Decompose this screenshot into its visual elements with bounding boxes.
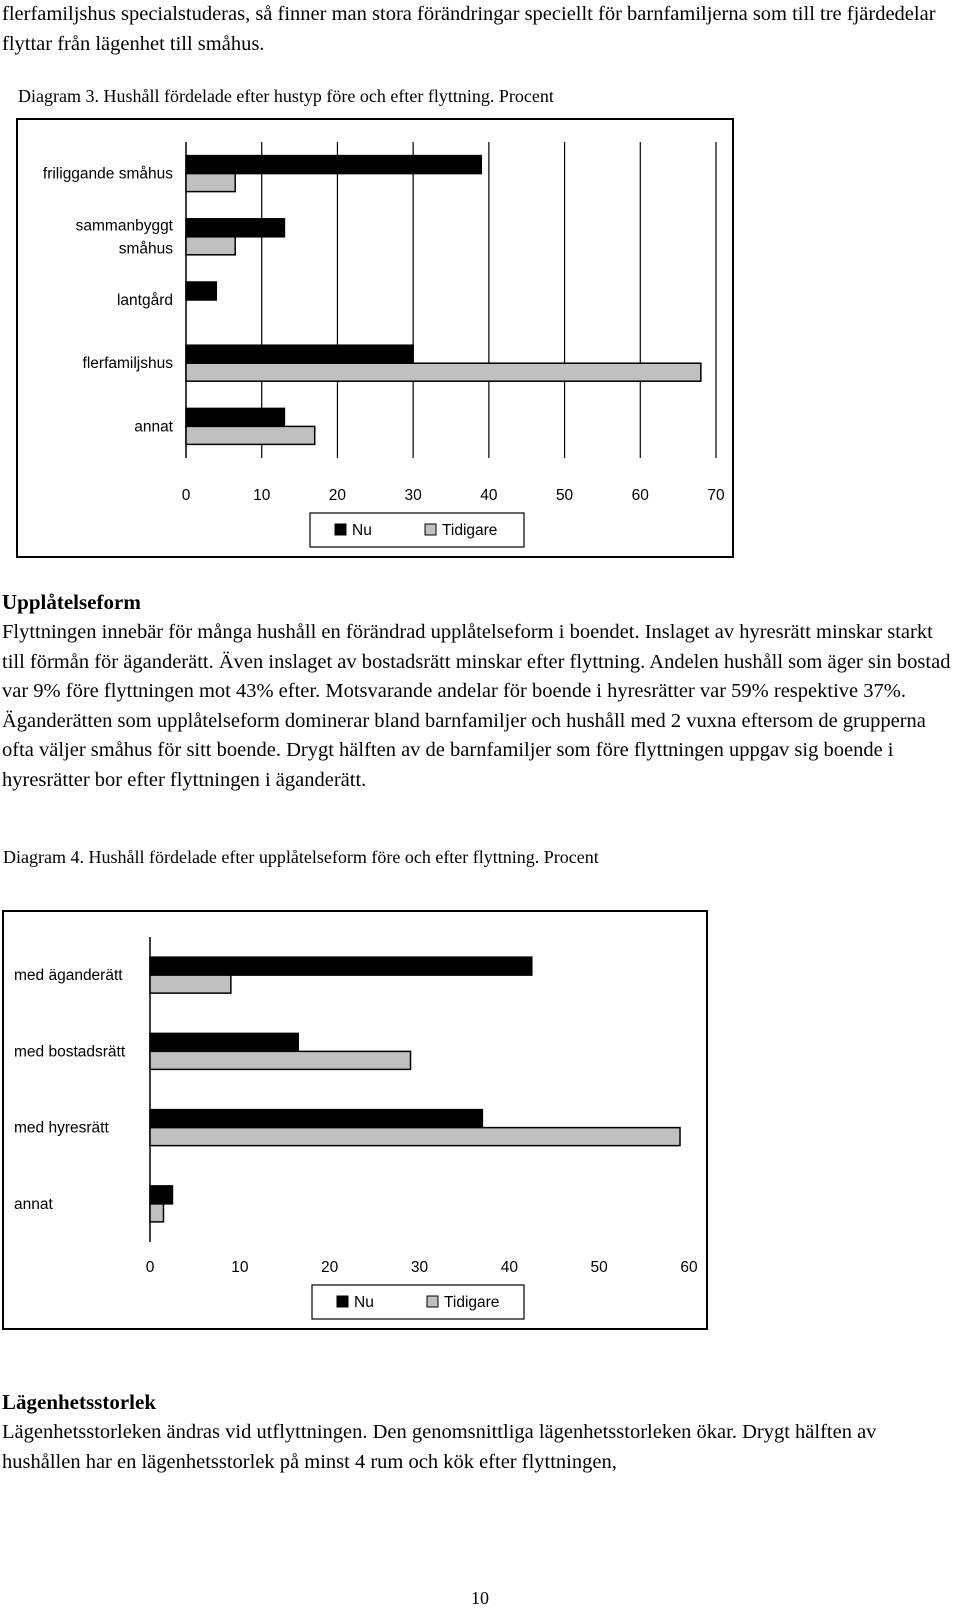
- section-heading-lagenhetsstorlek: Lägenhetsstorlek: [2, 1390, 156, 1414]
- diagram3-bar-nu: [186, 219, 284, 237]
- diagram3-category-label: småhus: [118, 240, 173, 258]
- diagram3-category-label: lantgård: [116, 292, 173, 309]
- diagram3-category-label: friliggande småhus: [42, 165, 173, 183]
- diagram4-bar-nu: [150, 1110, 482, 1128]
- diagram3-category-label: annat: [134, 418, 173, 436]
- diagram3-tick-label: 50: [555, 487, 574, 504]
- diagram3-category-label: flerfamiljshus: [82, 355, 173, 373]
- section-paragraph-lagenhetsstorlek: Lägenhetsstorleken ändras vid utflyttningen. Den genomsnittliga lägenhetsstorleken ökar. Drygt hälften av hushållen har en lägenhetsstorlek på minst 4 rum och kök efter flyttningen,: [2, 1421, 877, 1473]
- diagram4-category-label: med hyresrätt: [14, 1119, 109, 1137]
- diagram4-bar-nu: [150, 1186, 172, 1204]
- diagram4-legend-swatch-tidigare: [427, 1296, 438, 1307]
- diagram4-tick-label: 20: [321, 1259, 339, 1276]
- diagram4-legend-swatch-nu: [337, 1296, 348, 1307]
- diagram3-bar-tidigare: [186, 174, 235, 192]
- diagram4-caption: Diagram 4. Hushåll fördelade efter upplåtelseform före och efter flyttning. Procent: [3, 847, 599, 867]
- diagram3-caption: Diagram 3. Hushåll fördelade efter hustyp före och efter flyttning. Procent: [18, 86, 554, 106]
- diagram3-category-label: sammanbyggt: [75, 217, 173, 235]
- intro-paragraph: flerfamiljshus specialstuderas, så finner man stora förändringar speciellt för barnfamiljerna som till tre fjärdedelar flyttar från lägenhet till småhus.: [2, 3, 936, 55]
- diagram3-bar-nu: [186, 408, 284, 426]
- diagram3-bar-nu: [186, 345, 413, 363]
- diagram3-bar-tidigare: [186, 426, 315, 444]
- diagram4-bar-nu: [150, 957, 532, 975]
- page-number: 10: [471, 1588, 489, 1608]
- diagram3-chart: [16, 118, 734, 558]
- diagram4-bar-nu: [150, 1033, 298, 1051]
- diagram3-legend-swatch-tidigare: [425, 524, 436, 535]
- diagram3-tick-label: 30: [404, 487, 422, 504]
- diagram4-svg: [4, 912, 710, 1332]
- diagram4-tick-label: 60: [680, 1259, 698, 1276]
- diagram4-bar-tidigare: [150, 975, 231, 993]
- diagram4-tick-label: 40: [500, 1259, 518, 1276]
- diagram3-tick-label: 20: [328, 487, 347, 504]
- diagram4-tick-label: 10: [231, 1259, 249, 1276]
- diagram3-legend-label-tidigare: Tidigare: [442, 522, 498, 539]
- diagram4-bar-tidigare: [150, 1051, 411, 1069]
- diagram4-bar-tidigare: [150, 1204, 163, 1222]
- section-heading-upplatelseform: Upplåtelseform: [2, 590, 141, 614]
- diagram4-tick-label: 30: [410, 1259, 429, 1276]
- section-paragraph-upplatelseform: Flyttningen innebär för många hushåll en förändrad upplåtelseform i boendet. Inslaget av hyresrätt minskar starkt till förmån för äganderätt. Även inslaget av bostadsrätt minskar efter flyttning. Andelen hushåll som äger sin bostad var 9% före flyttningen mot 43% efter. Motsvarande andelar för boende i hyresrätter var 59% respektive 37%. Äganderätten som upplåtelseform dominerar bland barnfamiljer och hushåll med 2 vuxna eftersom de grupperna ofta väljer småhus för sitt boende. Drygt hälften av de barnfamiljer som före flyttningen uppgav sig boende i hyresrätter bor efter flyttningen i äganderätt.: [2, 621, 951, 791]
- diagram3-tick-label: 0: [181, 487, 191, 504]
- diagram3-legend-label-nu: Nu: [352, 522, 372, 539]
- diagram4-category-label: med äganderätt: [14, 967, 123, 985]
- diagram3-legend-swatch-nu: [335, 524, 346, 535]
- diagram4-category-label: med bostadsrätt: [14, 1043, 126, 1061]
- diagram3-tick-label: 70: [707, 487, 725, 504]
- diagram4-category-label: annat: [14, 1195, 53, 1213]
- diagram4-tick-label: 0: [145, 1259, 155, 1276]
- diagram3-bar-tidigare: [186, 363, 701, 381]
- diagram3-bar-nu: [186, 282, 216, 300]
- diagram3-bar-tidigare: [186, 237, 235, 255]
- diagram3-tick-label: 40: [480, 487, 498, 504]
- diagram3-tick-label: 60: [631, 487, 649, 504]
- diagram4-bar-tidigare: [150, 1128, 680, 1146]
- diagram3-svg: [18, 120, 736, 560]
- diagram3-tick-label: 10: [253, 487, 271, 504]
- diagram4-tick-label: 50: [590, 1259, 608, 1276]
- diagram4-chart: [2, 910, 708, 1330]
- diagram4-legend-label-tidigare: Tidigare: [444, 1294, 500, 1311]
- diagram3-bar-nu: [186, 156, 481, 174]
- diagram4-legend-label-nu: Nu: [354, 1294, 374, 1311]
